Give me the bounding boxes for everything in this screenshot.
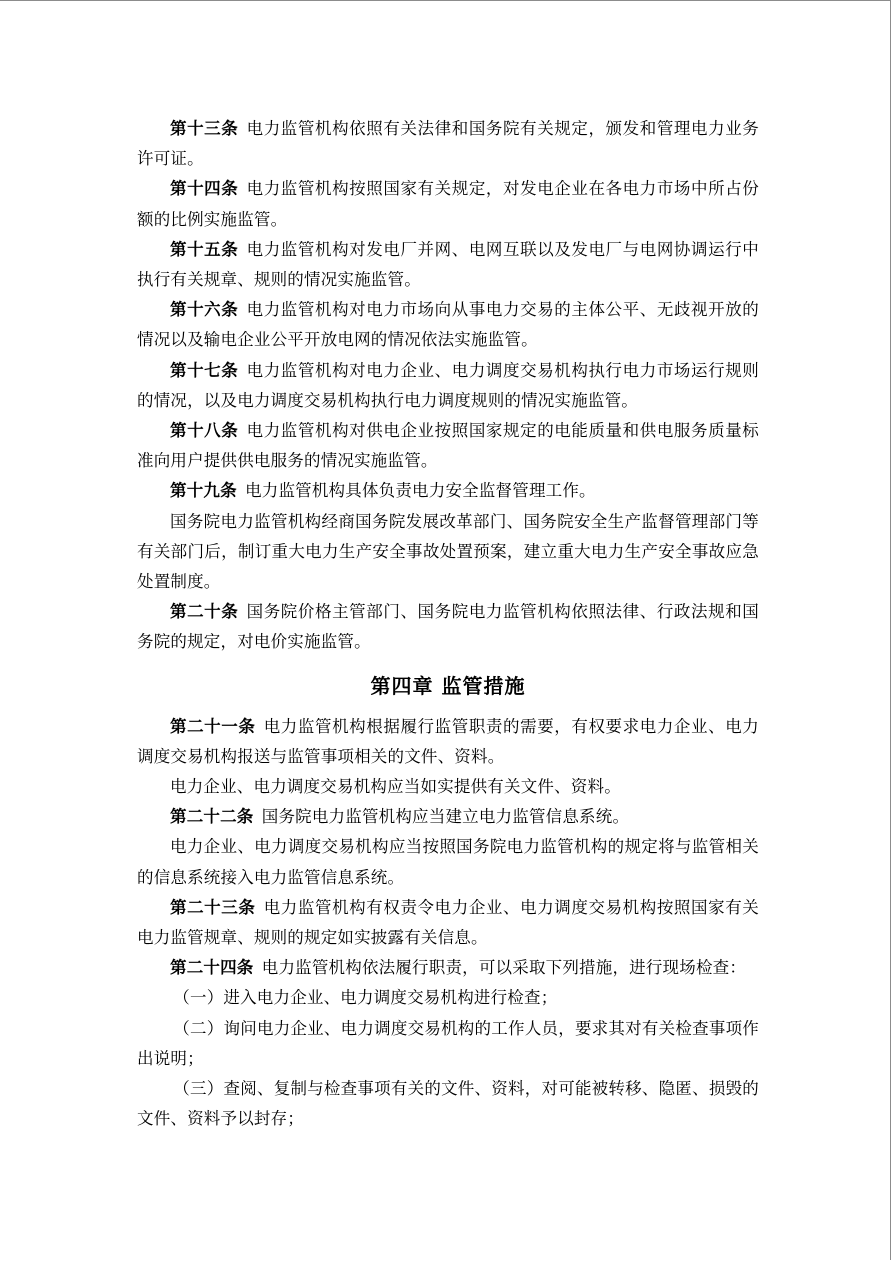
article-paragraph	[137, 356, 759, 416]
article-paragraph	[137, 114, 759, 174]
list-item-paragraph	[137, 1074, 759, 1134]
article-text: 电力监管机构依法履行职责，可以采取下列措施，进行现场检查：	[261, 958, 747, 978]
article-paragraph	[137, 893, 759, 953]
chapter-title: 第四章 监管措施	[370, 673, 526, 698]
article-number: 第十八条	[170, 421, 239, 441]
article-number: 第十六条	[170, 300, 239, 320]
article-paragraph	[137, 295, 759, 355]
article-number: 第二十二条	[170, 807, 254, 827]
article-text: 电力监管机构按照国家有关规定，对发电企业在各电力市场中所占份额的比例实施监管。	[137, 179, 759, 229]
article-number: 第十七条	[170, 360, 239, 380]
article-paragraph	[137, 416, 759, 476]
article-text: 电力监管机构具体负责电力安全监督管理工作。	[245, 481, 596, 501]
article-number: 第十五条	[170, 239, 239, 259]
article-text: （二）询问电力企业、电力调度交易机构的工作人员，要求其对有关检查事项作出说明；	[137, 1018, 759, 1068]
article-text: 电力监管机构对发电厂并网、电网互联以及发电厂与电网协调运行中执行有关规章、规则的情况实施监管。	[137, 239, 759, 290]
article-text: 国务院电力监管机构经商国务院发展改革部门、国务院安全生产监督管理部门等有关部门后，制订重大电力生产安全事故处置预案，建立重大电力生产安全事故应急处置制度。	[137, 511, 759, 592]
article-text: （一）进入电力企业、电力调度交易机构进行检查；	[173, 988, 558, 1008]
article-paragraph	[137, 953, 759, 983]
article-number: 第十四条	[170, 179, 239, 199]
article-paragraph	[137, 597, 759, 657]
article-text: 电力监管机构对供电企业按照国家规定的电能质量和供电服务质量标准向用户提供供电服务的情况实施监管。	[137, 421, 759, 471]
article-number: 第二十一条	[170, 716, 256, 736]
article-paragraph	[137, 802, 759, 832]
article-paragraph	[137, 476, 759, 506]
article-text: 电力企业、电力调度交易机构应当按照国务院电力监管机构的规定将与监管相关的信息系统接入电力监管信息系统。	[137, 837, 759, 887]
list-item-paragraph	[137, 1014, 759, 1074]
article-text: 国务院价格主管部门、国务院电力监管机构依照法律、行政法规和国务院的规定，对电价实施监管。	[137, 602, 759, 652]
articles-section-before	[137, 114, 759, 658]
continuation-paragraph	[137, 832, 759, 892]
article-text: 电力监管机构对电力企业、电力调度交易机构执行电力市场运行规则的情况，以及电力调度交易机构执行电力调度规则的情况实施监管。	[137, 360, 759, 410]
document-body	[137, 114, 759, 1135]
article-paragraph	[137, 174, 759, 234]
continuation-paragraph	[137, 507, 759, 598]
article-number: 第二十四条	[170, 958, 254, 978]
article-text: 电力监管机构依照有关法律和国务院有关规定，颁发和管理电力业务许可证。	[137, 119, 759, 169]
article-text: （三）查阅、复制与检查事项有关的文件、资料，对可能被转移、隐匿、损毁的文件、资料予以封存；	[137, 1079, 759, 1129]
article-text: 电力监管机构有权责令电力企业、电力调度交易机构按照国家有关电力监管规章、规则的规定如实披露有关信息。	[137, 897, 759, 948]
article-text: 电力监管机构根据履行监管职责的需要，有权要求电力企业、电力调度交易机构报送与监管事项相关的文件、资料。	[137, 716, 759, 766]
article-text: 电力监管机构对电力市场向从事电力交易的主体公平、无歧视开放的情况以及输电企业公平开放电网的情况依法实施监管。	[137, 300, 759, 350]
article-paragraph	[137, 235, 759, 295]
article-number: 第二十条	[170, 602, 239, 622]
article-number: 第十九条	[170, 481, 237, 501]
article-number: 第二十三条	[170, 897, 256, 917]
article-text: 电力企业、电力调度交易机构应当如实提供有关文件、资料。	[170, 777, 621, 797]
article-number: 第十三条	[170, 119, 239, 138]
list-item-paragraph	[137, 983, 759, 1013]
article-text: 国务院电力监管机构应当建立电力监管信息系统。	[261, 807, 630, 827]
continuation-paragraph	[137, 772, 759, 802]
article-paragraph	[137, 712, 759, 772]
articles-section-after	[137, 712, 759, 1135]
